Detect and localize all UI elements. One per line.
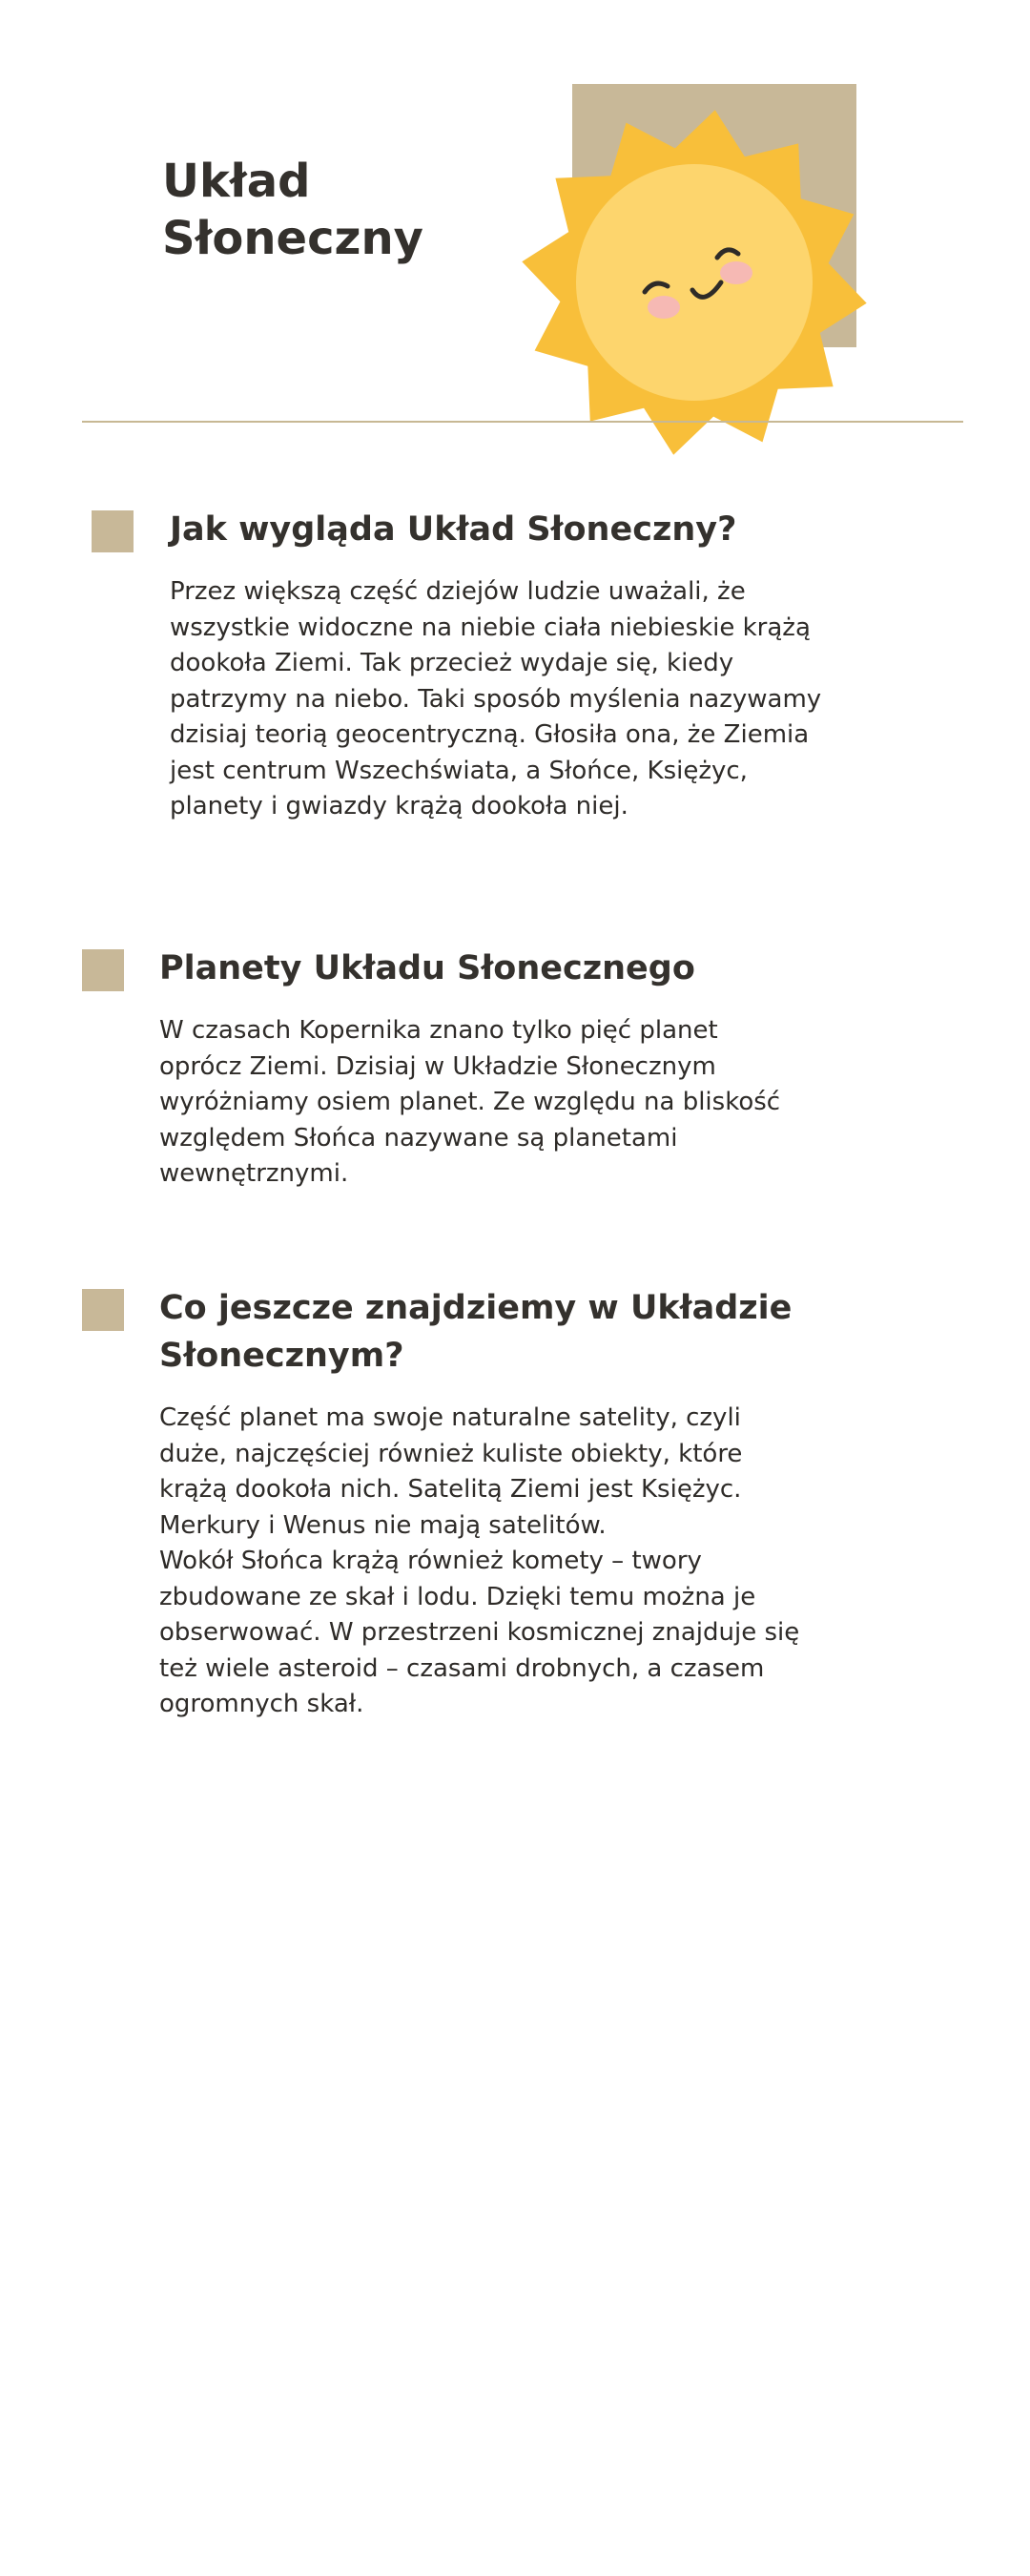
sun-cheek-left bbox=[648, 296, 680, 319]
sun-cheek-right bbox=[720, 261, 752, 284]
body-line: obserwować. W przestrzeni kosmicznej znajduje się bbox=[159, 1618, 800, 1647]
page-title-line: Słoneczny bbox=[162, 212, 423, 265]
body-line: wyróżniamy osiem planet. Ze względu na bliskość bbox=[159, 1088, 781, 1116]
page-title bbox=[162, 153, 525, 267]
body-line: Część planet ma swoje naturalne satelity, czyli bbox=[159, 1403, 741, 1432]
body-line: oprócz Ziemi. Dzisiaj w Układzie Słonecznym bbox=[159, 1051, 716, 1081]
sun-face bbox=[576, 164, 813, 401]
body-line: Merkury i Wenus nie mają satelitów. bbox=[159, 1510, 607, 1540]
section-planets bbox=[159, 945, 979, 1193]
header-divider bbox=[82, 421, 963, 423]
body-line: patrzymy na niebo. Taki sposób myślenia nazywamy bbox=[170, 684, 822, 714]
section-body bbox=[159, 1013, 979, 1193]
body-line: Wokół Słońca krążą również komety – twory bbox=[159, 1547, 702, 1575]
body-line: W czasach Kopernika znano tylko pięć planet bbox=[159, 1016, 718, 1045]
section-solar-system bbox=[170, 506, 980, 825]
body-line: krążą dookoła nich. Satelitą Ziemi jest Księżyc. bbox=[159, 1475, 742, 1504]
section-heading: Jak wygląda Układ Słoneczny? bbox=[170, 510, 737, 549]
body-line: Przez większą część dziejów ludzie uważali, że bbox=[170, 577, 746, 606]
section-heading-line: Słonecznym? bbox=[159, 1337, 404, 1375]
section-heading-line: Co jeszcze znajdziemy w Układzie bbox=[159, 1289, 793, 1327]
body-line: jest centrum Wszechświata, a Słońce, Księżyc, bbox=[170, 756, 748, 785]
section-marker bbox=[82, 1289, 124, 1331]
body-line: ogromnych skał. bbox=[159, 1690, 364, 1718]
body-line: planety i gwiazdy krążą dookoła niej. bbox=[170, 792, 628, 821]
body-line: duże, najczęściej również kuliste obiekty, które bbox=[159, 1439, 743, 1468]
section-marker bbox=[92, 510, 134, 552]
body-line: też wiele asteroid – czasami drobnych, a czasem bbox=[159, 1653, 765, 1683]
section-marker bbox=[82, 949, 124, 991]
section-body bbox=[159, 1401, 979, 1723]
body-line: względem Słońca nazywane są planetami bbox=[159, 1123, 678, 1153]
section-heading bbox=[159, 1284, 979, 1380]
section-body bbox=[170, 574, 980, 825]
body-line: dzisiaj teorią geocentryczną. Głosiła ona, że Ziemia bbox=[170, 720, 810, 749]
section-more-objects bbox=[159, 1284, 979, 1723]
body-line: wewnętrznymi. bbox=[159, 1159, 349, 1188]
body-line: zbudowane ze skał i lodu. Dzięki temu można je bbox=[159, 1582, 756, 1611]
section-heading: Planety Układu Słonecznego bbox=[159, 949, 695, 987]
smiling-sun-illustration bbox=[505, 95, 868, 458]
body-line: dookoła Ziemi. Tak przecież wydaje się, kiedy bbox=[170, 649, 734, 677]
page-title-line: Układ bbox=[162, 155, 311, 208]
body-line: wszystkie widoczne na niebie ciała niebieskie krążą bbox=[170, 613, 811, 642]
